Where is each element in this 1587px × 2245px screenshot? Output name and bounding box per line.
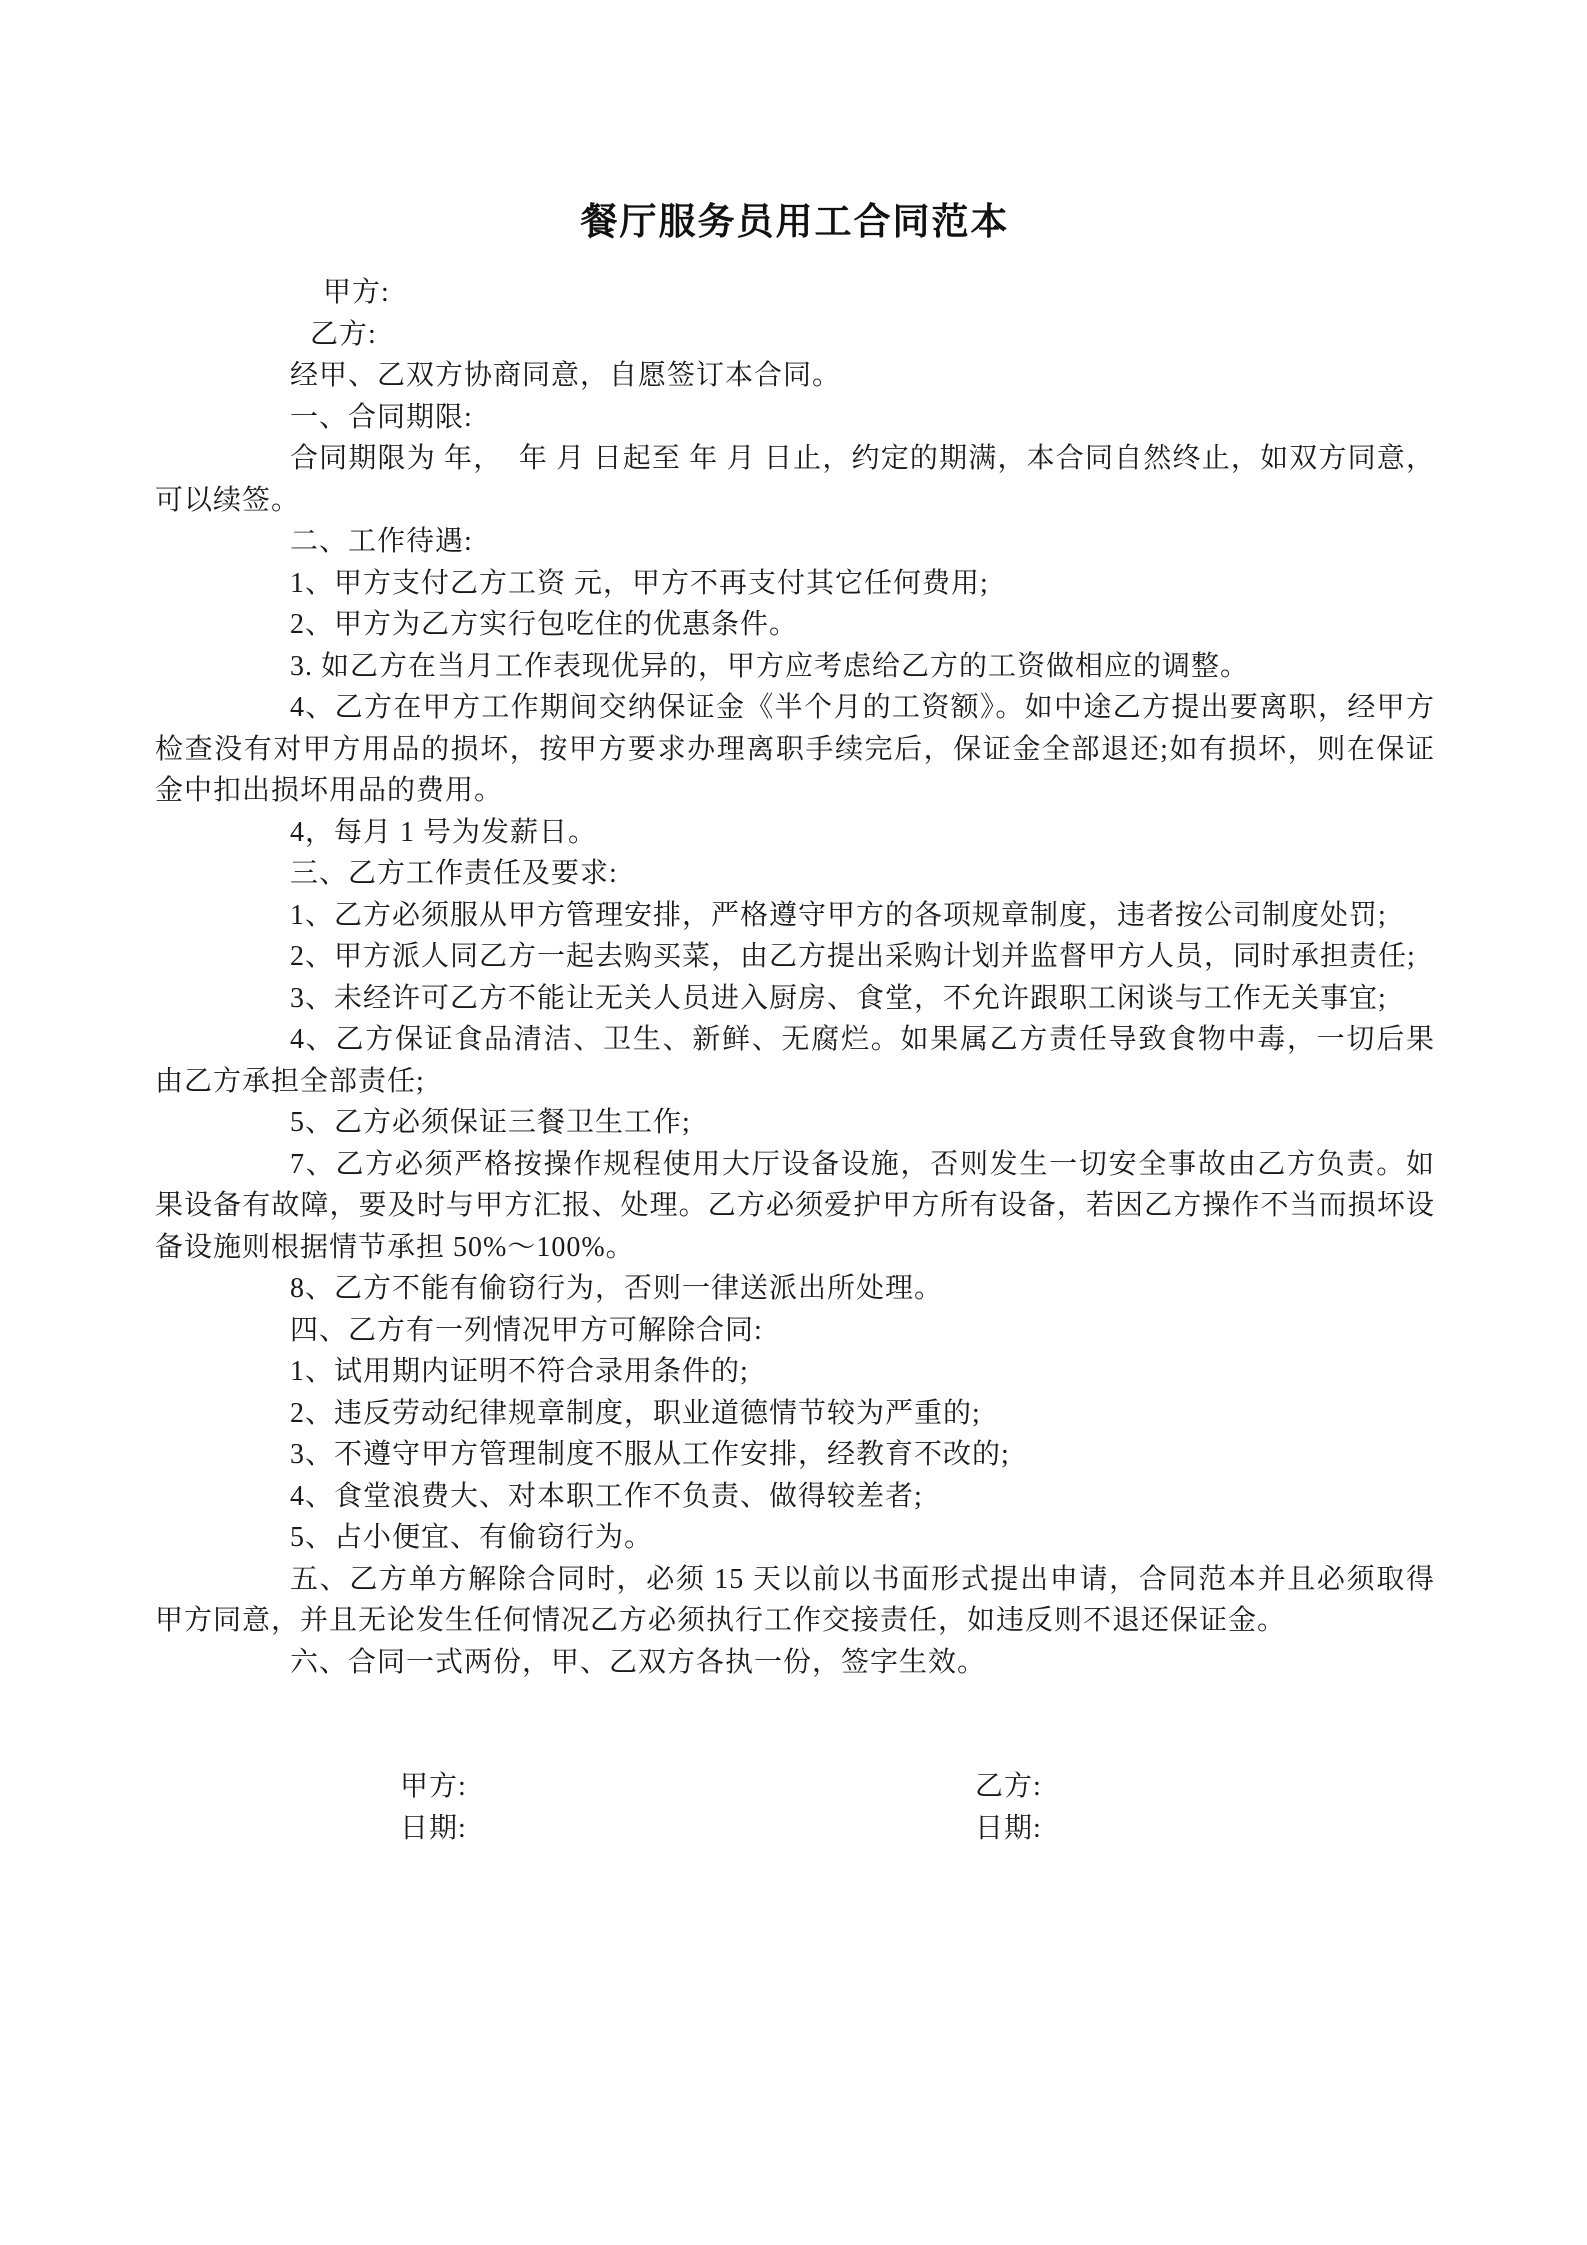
section-3-item-4: 4、乙方保证食品清洁、卫生、新鲜、无腐烂。如果属乙方责任导致食物中毒，一切后果由乙方承担全部责任; bbox=[155, 1024, 1435, 1097]
section-2-item-1: 1、甲方支付乙方工资 元，甲方不再支付其它任何费用; bbox=[290, 567, 989, 599]
section-3-heading: 三、乙方工作责任及要求: bbox=[290, 858, 618, 889]
section-4-item-3: 3、不遵守甲方管理制度不服从工作安排，经教育不改的; bbox=[290, 1439, 1010, 1470]
section-2-payday-item: 4，每月 1 号为发薪日。 bbox=[290, 816, 598, 848]
section-4-item-1: 1、试用期内证明不符合录用条件的; bbox=[290, 1356, 749, 1387]
signature-party-b-label: 乙方: bbox=[975, 1771, 1042, 1802]
section-5-paragraph: 五、乙方单方解除合同时，必须 15 天以前以书面形式提出申请，合同范本并且必须取得甲方同意，并且无论发生任何情况乙方必须执行工作交接责任，如违反则不退还保证金。 bbox=[155, 1563, 1435, 1636]
section-2-item-4: 4、乙方在甲方工作期间交纳保证金《半个月的工资额》。如中途乙方提出要离职，经甲方检查没有对甲方用品的损坏，按甲方要求办理离职手续完后，保证金全部退还;如有损坏，则在保证金中扣出损坏用品的费用。 bbox=[155, 692, 1435, 806]
signature-date-b-label: 日期: bbox=[975, 1812, 1042, 1844]
signature-block bbox=[155, 1766, 1435, 1849]
party-b-line: 乙方: bbox=[310, 318, 377, 350]
signature-date-row bbox=[155, 1808, 1435, 1850]
intro-line: 经甲、乙双方协商同意，自愿签订本合同。 bbox=[290, 360, 842, 391]
section-3-item-8: 8、乙方不能有偷窃行为，否则一律送派出所处理。 bbox=[290, 1273, 944, 1304]
section-3-item-3: 3、未经许可乙方不能让无关人员进入厨房、食堂，不允许跟职工闲谈与工作无关事宜; bbox=[290, 982, 1387, 1014]
section-2-heading: 二、工作待遇: bbox=[290, 526, 473, 557]
signature-party-a-label: 甲方: bbox=[400, 1771, 467, 1802]
section-1-body: 合同期限为 年， 年 月 日起至 年 月 日止，约定的期满，本合同自然终止，如双方同意，可以续签。 bbox=[155, 443, 1435, 516]
section-2-item-2: 2、甲方为乙方实行包吃住的优惠条件。 bbox=[290, 609, 799, 640]
signature-party-row bbox=[155, 1766, 1435, 1808]
document-title: 餐厅服务员用工合同范本 bbox=[580, 202, 1010, 243]
section-4-item-4: 4、食堂浪费大、对本职工作不负责、做得较差者; bbox=[290, 1480, 923, 1512]
document-content bbox=[155, 198, 1435, 1849]
section-3-item-1: 1、乙方必须服从甲方管理安排，严格遵守甲方的各项规章制度，违者按公司制度处罚; bbox=[290, 899, 1387, 931]
party-a-line: 甲方: bbox=[323, 277, 390, 308]
section-4-item-5: 5、占小便宜、有偷窃行为。 bbox=[290, 1522, 654, 1553]
section-4-heading: 四、乙方有一列情况甲方可解除合同: bbox=[290, 1314, 763, 1346]
section-1-heading: 一、合同期限: bbox=[290, 401, 473, 433]
section-2-item-3: 3. 如乙方在当月工作表现优异的，甲方应考虑给乙方的工资做相应的调整。 bbox=[290, 650, 1250, 682]
section-3-item-2: 2、甲方派人同乙方一起去购买菜，由乙方提出采购计划并监督甲方人员，同时承担责任; bbox=[290, 941, 1416, 972]
section-3-item-7: 7、乙方必须严格按操作规程使用大厅设备设施，否则发生一切安全事故由乙方负责。如果设备有故障，要及时与甲方汇报、处理。乙方必须爱护甲方所有设备，若因乙方操作不当而损坏设备设施则根据情节承担 50%～100%。 bbox=[155, 1148, 1435, 1263]
section-6-paragraph: 六、合同一式两份，甲、乙双方各执一份，签字生效。 bbox=[290, 1646, 987, 1678]
section-3-item-5: 5、乙方必须保证三餐卫生工作; bbox=[290, 1107, 691, 1138]
signature-date-a-label: 日期: bbox=[400, 1812, 467, 1844]
section-4-item-2: 2、违反劳动纪律规章制度，职业道德情节较为严重的; bbox=[290, 1397, 981, 1429]
